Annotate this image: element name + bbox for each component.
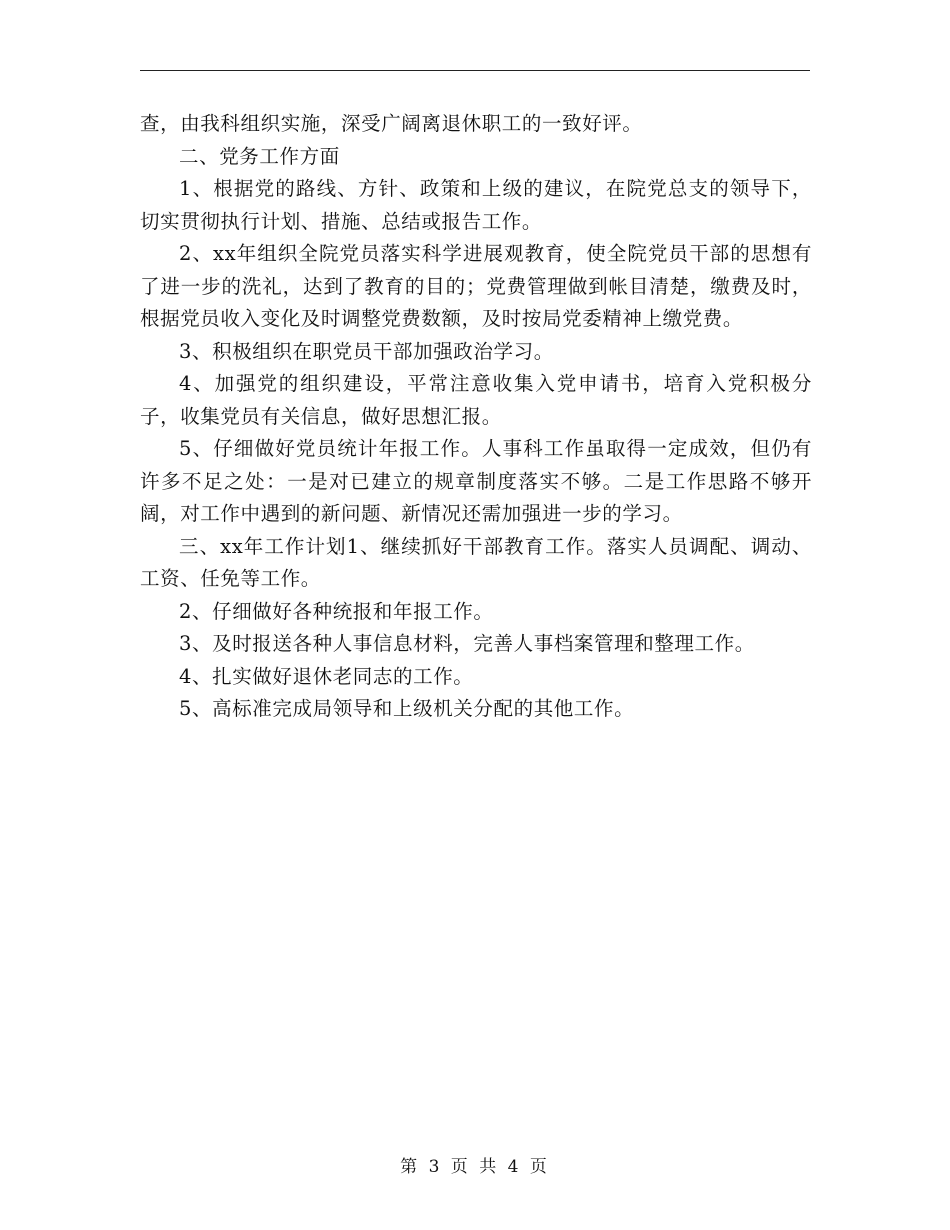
paragraph: 4、加强党的组织建设，平常注意收集入党申请书，培育入党积极分子，收集党员有关信息，做好思想汇报。 — [140, 372, 812, 428]
header-rule — [140, 70, 810, 71]
paragraph: 4、扎实做好退休老同志的工作。 — [179, 664, 474, 688]
page-number-footer: 第 3 页 共 4 页 — [400, 1157, 550, 1177]
section-heading-party-affairs: 二、党务工作方面 — [179, 144, 340, 168]
paragraph: 1、根据党的路线、方针、政策和上级的建议，在院党总支的领导下，切实贯彻执行计划、措施、总结或报告工作。 — [140, 177, 812, 233]
paragraph: 3、及时报送各种人事信息材料，完善人事档案管理和整理工作。 — [179, 632, 755, 655]
paragraph: 2、xx年组织全院党员落实科学进展观教育，使全院党员干部的思想有了进一步的洗礼，达到了教育的目的；党费管理做到帐目清楚，缴费及时，根据党员收入变化及时调整党费数额，及时按局党委精神上缴党费。 — [140, 242, 812, 330]
paragraph: 5、仔细做好党员统计年报工作。人事科工作虽取得一定成效，但仍有许多不足之处：一是对已建立的规章制度落实不够。二是工作思路不够开阔，对工作中遇到的新问题、新情况还需加强进一步的学习。 — [140, 437, 812, 525]
paragraph: 查，由我科组织实施，深受广阔离退休职工的一致好评。 — [140, 112, 643, 135]
paragraph: 2、仔细做好各种统报和年报工作。 — [179, 599, 494, 623]
section-heading-work-plan: 三、xx年工作计划1、继续抓好干部教育工作。落实人员调配、调动、工资、任免等工作。 — [140, 534, 812, 590]
paragraph: 5、高标准完成局领导和上级机关分配的其他工作。 — [179, 697, 635, 720]
body-text — [140, 108, 812, 726]
paragraph: 3、积极组织在职党员干部加强政治学习。 — [179, 339, 554, 363]
